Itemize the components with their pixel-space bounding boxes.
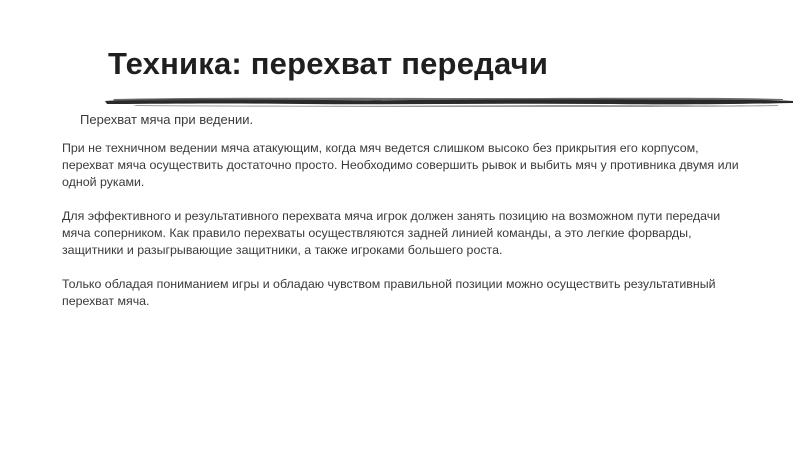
slide-subtitle: Перехват мяча при ведении. <box>80 112 254 127</box>
body-paragraph: Для эффективного и результативного перехвата мяча игрок должен занять позицию на возможном пути передачи мяча соперником. Как правило перехваты осуществляются задней линией команды, а это легкие форварды, защитники и разыгрывающие защитники, а также игроками большего роста. <box>62 209 721 257</box>
body-paragraph: Только обладая пониманием игры и обладаю чувством правильной позиции можно осуществить результативный перехват мяча. <box>62 277 716 308</box>
brush-stroke-divider <box>103 94 795 108</box>
body-paragraph: При не техничном ведении мяча атакующим, когда мяч ведется слишком высоко без прикрытия его корпусом, перехват мяча осуществить достаточно просто. Необходимо совершить рывок и выбить мяч у противника двумя или одной руками. <box>62 141 739 189</box>
slide-body <box>62 140 742 327</box>
slide-title: Техника: перехват передачи <box>108 46 549 81</box>
